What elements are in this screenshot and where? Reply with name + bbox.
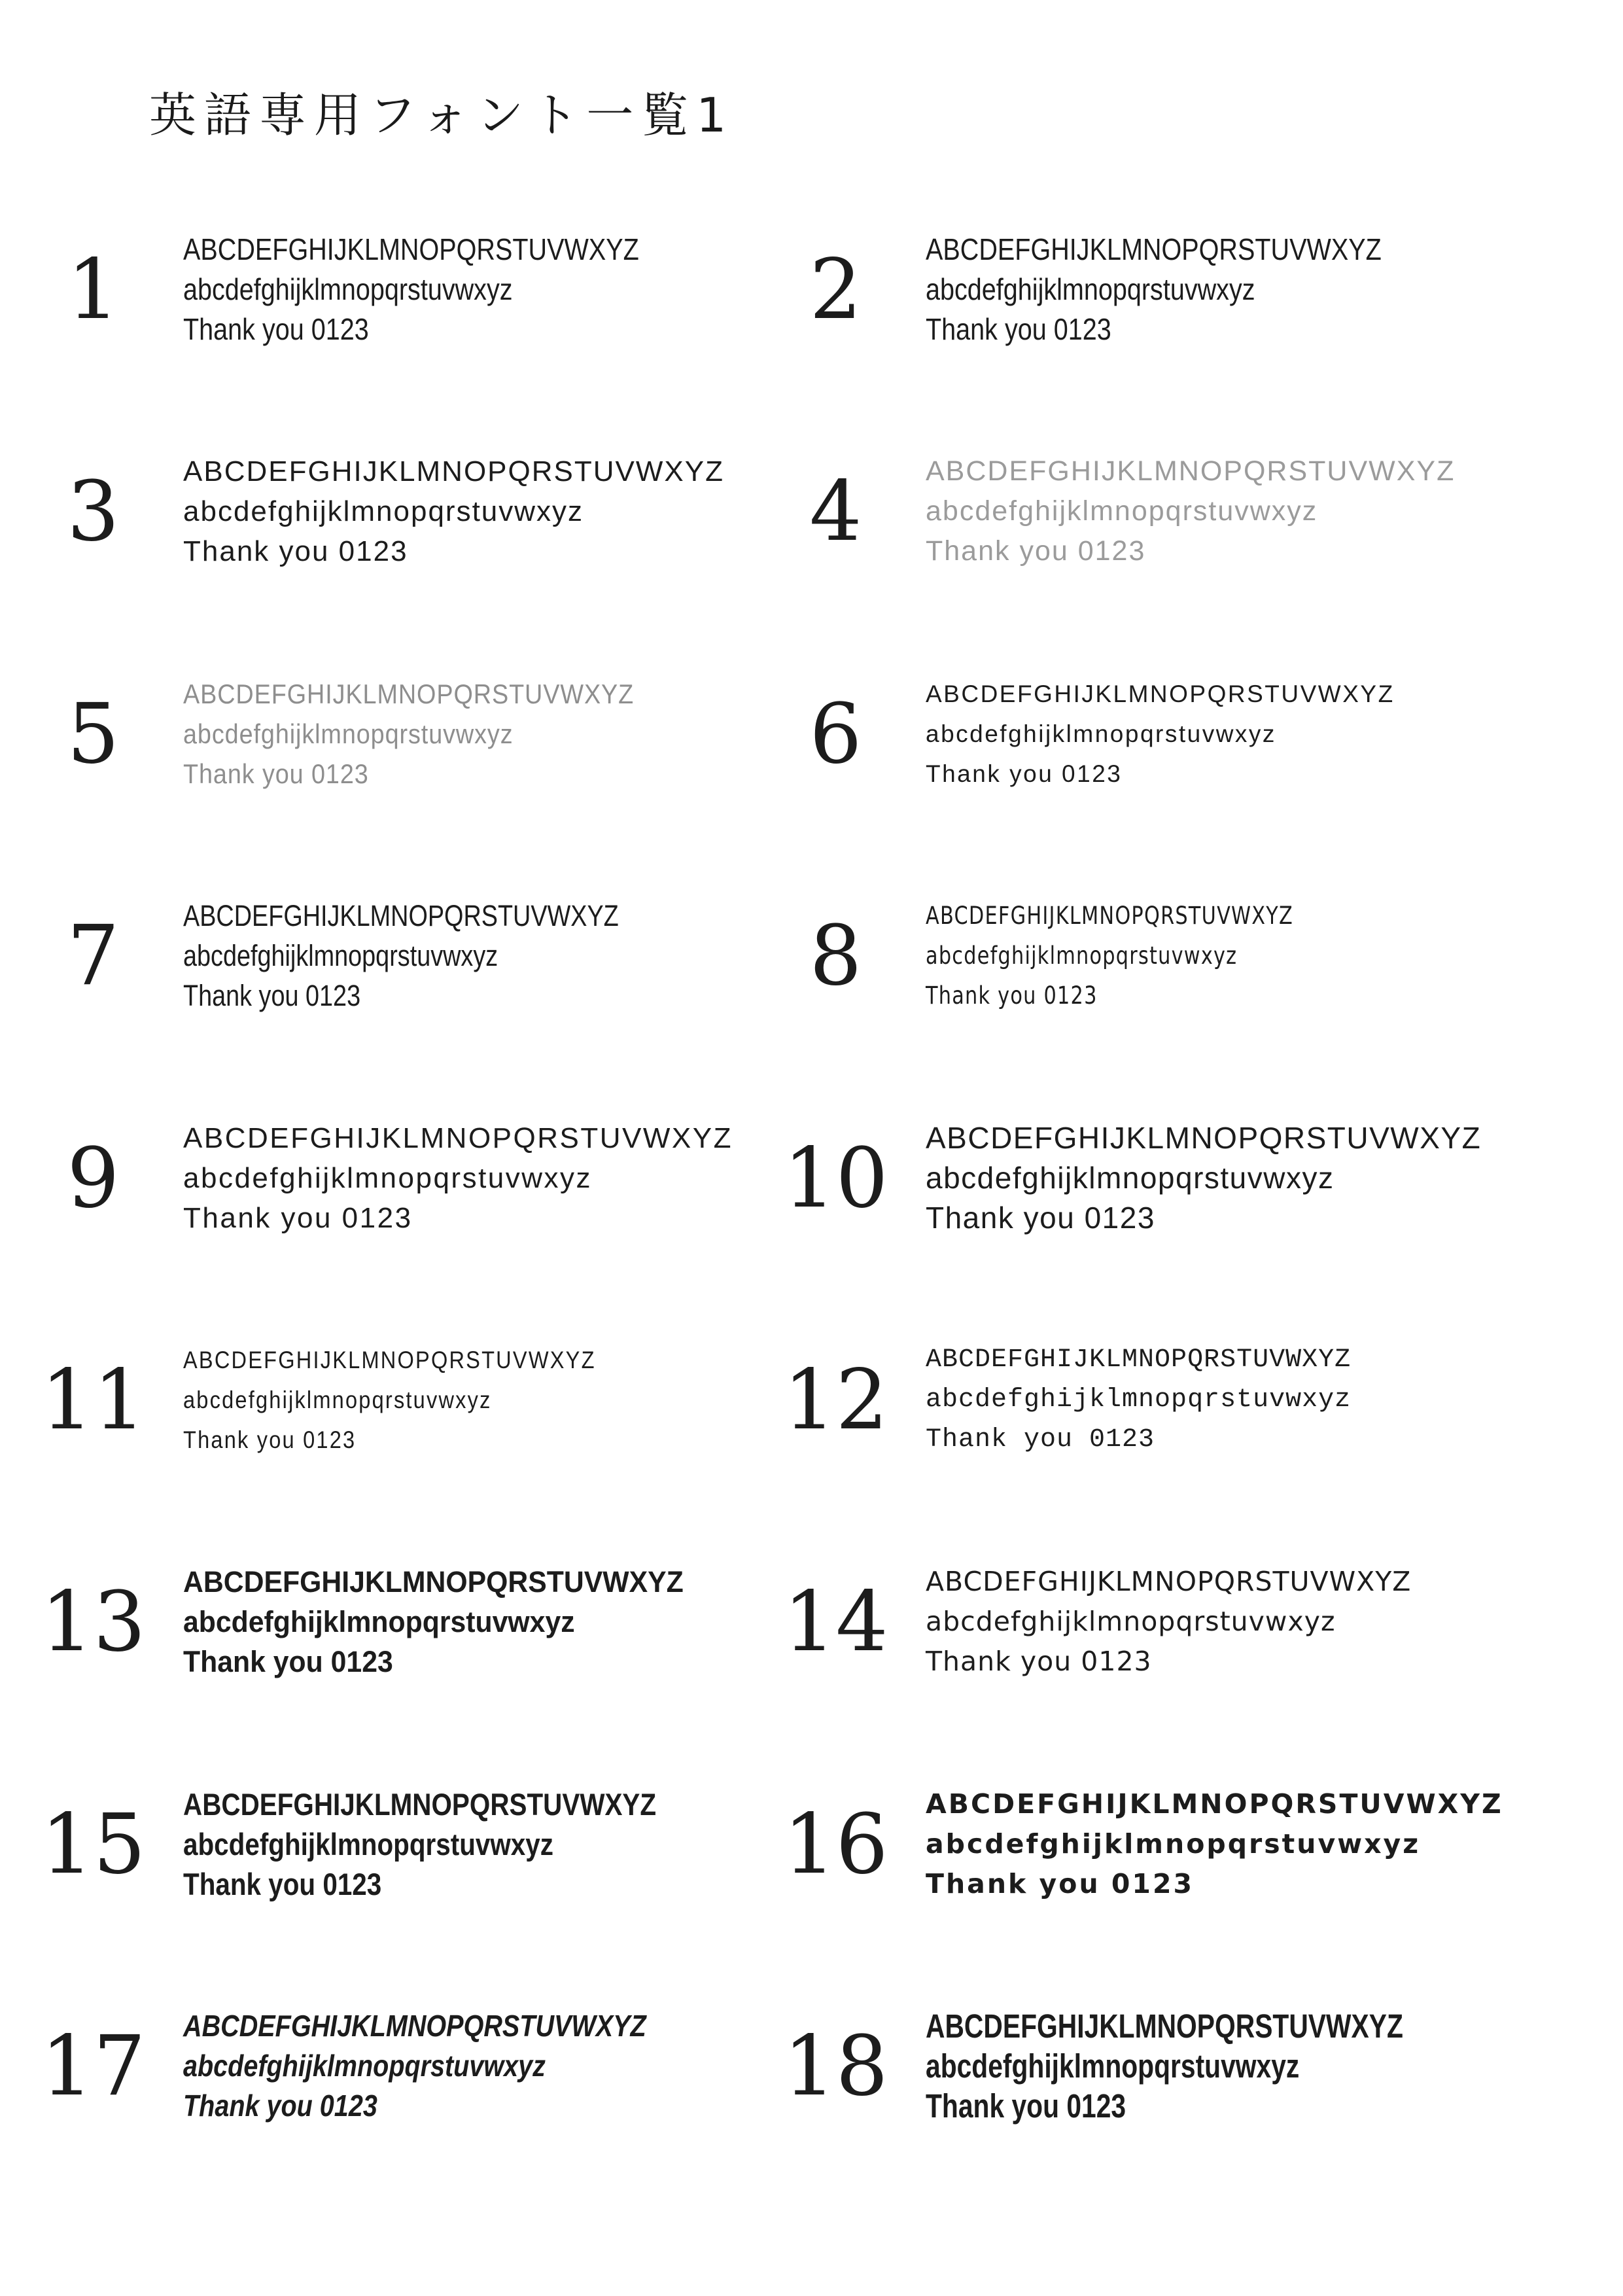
lowercase-line: abcdefghijklmnopqrstuvwxyz: [926, 272, 1255, 306]
font-sample: [39, 1562, 782, 1784]
font-sample-number: 4: [809, 463, 862, 560]
sample-phrase-line: Thank you 0123: [183, 535, 408, 568]
font-sample-number: 6: [809, 685, 862, 782]
sample-phrase-line: Thank you 0123: [926, 2087, 1126, 2125]
sample-phrase-line: Thank you 0123: [926, 981, 1098, 1010]
font-sample: [39, 1340, 782, 1562]
font-sample-lines: [183, 896, 702, 1016]
uppercase-line: ABCDEFGHIJKLMNOPQRSTUVWXYZ: [183, 678, 635, 709]
lowercase-line: abcdefghijklmnopqrstuvwxyz: [926, 495, 1318, 527]
lowercase-line: abcdefghijklmnopqrstuvwxyz: [926, 1606, 1336, 1638]
uppercase-line: ABCDEFGHIJKLMNOPQRSTUVWXYZ: [926, 1345, 1352, 1375]
sample-phrase-line: Thank you 0123: [183, 2089, 377, 2123]
font-sample-lines: [183, 1784, 733, 1904]
font-sample-number: 12: [783, 1351, 888, 1448]
font-sample-lines: [183, 451, 724, 571]
font-sample-lines: [926, 1118, 1481, 1238]
font-sample-number: 9: [67, 1129, 120, 1226]
uppercase-line: ABCDEFGHIJKLMNOPQRSTUVWXYZ: [183, 1565, 684, 1599]
font-sample-number: 17: [41, 2018, 146, 2115]
lowercase-line: abcdefghijklmnopqrstuvwxyz: [183, 1826, 553, 1862]
lowercase-line: abcdefghijklmnopqrstuvwxyz: [926, 942, 1238, 970]
uppercase-line: ABCDEFGHIJKLMNOPQRSTUVWXYZ: [926, 232, 1382, 266]
lowercase-line: abcdefghijklmnopqrstuvwxyz: [183, 1386, 492, 1413]
font-sample: [782, 230, 1584, 451]
font-sample-lines: [183, 1118, 733, 1238]
font-sample-number: 13: [41, 1574, 146, 1670]
uppercase-line: ABCDEFGHIJKLMNOPQRSTUVWXYZ: [926, 2007, 1403, 2045]
font-sample: [39, 230, 782, 451]
font-sample-lines: [926, 2006, 1522, 2126]
font-sample-number: 18: [783, 2018, 888, 2115]
lowercase-line: abcdefghijklmnopqrstuvwxyz: [926, 1160, 1335, 1195]
font-sample: [782, 1118, 1584, 1340]
font-sample: [782, 1784, 1584, 2006]
font-sample-lines: [183, 2006, 722, 2126]
lowercase-line: abcdefghijklmnopqrstuvwxyz: [926, 1828, 1421, 1860]
font-sample-number: 3: [67, 463, 120, 560]
uppercase-line: ABCDEFGHIJKLMNOPQRSTUVWXYZ: [183, 2009, 646, 2043]
font-sample: [39, 674, 782, 896]
font-sample-lines: [926, 451, 1455, 571]
font-sample-grid: [39, 230, 1584, 2229]
font-sample: [782, 896, 1584, 1118]
font-sample-lines: [183, 230, 713, 349]
uppercase-line: ABCDEFGHIJKLMNOPQRSTUVWXYZ: [926, 680, 1395, 707]
sample-phrase-line: Thank you 0123: [926, 1646, 1152, 1678]
sample-phrase-line: Thank you 0123: [183, 1645, 393, 1679]
font-sample: [39, 451, 782, 673]
uppercase-line: ABCDEFGHIJKLMNOPQRSTUVWXYZ: [183, 899, 619, 933]
uppercase-line: ABCDEFGHIJKLMNOPQRSTUVWXYZ: [183, 232, 639, 266]
uppercase-line: ABCDEFGHIJKLMNOPQRSTUVWXYZ: [926, 1566, 1412, 1598]
font-sample-number: 14: [783, 1574, 888, 1670]
lowercase-line: abcdefghijklmnopqrstuvwxyz: [926, 720, 1276, 747]
sample-phrase-line: Thank you 0123: [183, 1201, 413, 1234]
uppercase-line: ABCDEFGHIJKLMNOPQRSTUVWXYZ: [183, 1122, 733, 1154]
font-sample-number: 15: [41, 1795, 146, 1892]
font-sample-lines: [926, 896, 1374, 1016]
lowercase-line: abcdefghijklmnopqrstuvwxyz: [183, 272, 513, 306]
uppercase-line: ABCDEFGHIJKLMNOPQRSTUVWXYZ: [183, 455, 724, 488]
font-sample-number: 11: [41, 1351, 146, 1448]
font-sample-number: 16: [783, 1795, 888, 1892]
sample-phrase-line: Thank you 0123: [183, 1426, 357, 1453]
font-sample: [782, 2006, 1584, 2228]
font-sample: [782, 1340, 1584, 1562]
font-sample-lines: [926, 674, 1395, 794]
font-sample-number: 5: [67, 685, 120, 782]
font-sample-lines: [926, 1784, 1503, 1904]
font-sample: [782, 674, 1584, 896]
uppercase-line: ABCDEFGHIJKLMNOPQRSTUVWXYZ: [926, 902, 1294, 930]
page-title: 英語専用フォント一覧1: [149, 88, 735, 143]
font-sample-lines: [183, 674, 684, 794]
lowercase-line: abcdefghijklmnopqrstuvwxyz: [183, 939, 498, 973]
lowercase-line: abcdefghijklmnopqrstuvwxyz: [926, 2047, 1300, 2085]
font-sample-lines: [183, 1562, 710, 1682]
sample-phrase-line: Thank you 0123: [183, 979, 361, 1013]
uppercase-line: ABCDEFGHIJKLMNOPQRSTUVWXYZ: [183, 1786, 657, 1822]
sample-phrase-line: Thank you 0123: [926, 535, 1146, 567]
font-sample: [39, 1118, 782, 1340]
sample-phrase-line: Thank you 0123: [926, 312, 1111, 346]
font-sample-number: 7: [67, 908, 120, 1004]
sample-phrase-line: Thank you 0123: [926, 1424, 1155, 1455]
font-sample: [39, 2006, 782, 2228]
font-sample-number: 1: [67, 241, 120, 338]
font-sample-number: 2: [809, 241, 862, 338]
sample-phrase-line: Thank you 0123: [926, 1200, 1155, 1235]
lowercase-line: abcdefghijklmnopqrstuvwxyz: [183, 1605, 575, 1639]
font-sample-number: 8: [809, 908, 862, 1004]
font-sample: [782, 451, 1584, 673]
lowercase-line: abcdefghijklmnopqrstuvwxyz: [183, 1161, 593, 1194]
uppercase-line: ABCDEFGHIJKLMNOPQRSTUVWXYZ: [926, 1788, 1503, 1820]
font-sample: [782, 1562, 1584, 1784]
uppercase-line: ABCDEFGHIJKLMNOPQRSTUVWXYZ: [926, 1120, 1482, 1155]
uppercase-line: ABCDEFGHIJKLMNOPQRSTUVWXYZ: [183, 1346, 596, 1373]
sample-phrase-line: Thank you 0123: [183, 758, 369, 789]
lowercase-line: abcdefghijklmnopqrstuvwxyz: [183, 2049, 546, 2083]
font-sample-lines: [926, 1562, 1411, 1682]
sample-phrase-line: Thank you 0123: [926, 760, 1123, 787]
font-sample-lines: [926, 230, 1456, 349]
sample-phrase-line: Thank you 0123: [926, 1867, 1195, 1899]
font-sample-lines: [926, 1340, 1351, 1460]
lowercase-line: abcdefghijklmnopqrstuvwxyz: [183, 495, 584, 528]
font-sample: [39, 896, 782, 1118]
lowercase-line: abcdefghijklmnopqrstuvwxyz: [183, 718, 514, 749]
font-sample-lines: [183, 1340, 652, 1460]
font-sample-number: 10: [783, 1129, 888, 1226]
font-sample: [39, 1784, 782, 2006]
sample-phrase-line: Thank you 0123: [183, 1866, 382, 1901]
lowercase-line: abcdefghijklmnopqrstuvwxyz: [926, 1385, 1352, 1415]
sample-phrase-line: Thank you 0123: [183, 312, 369, 346]
uppercase-line: ABCDEFGHIJKLMNOPQRSTUVWXYZ: [926, 455, 1456, 487]
